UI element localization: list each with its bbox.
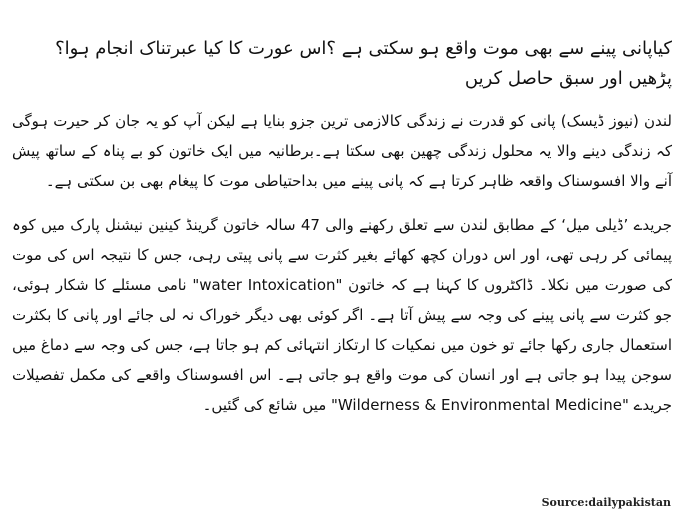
article-paragraph-details: جریدے ’ڈیلی میل‘ کے مطابق لندن سے تعلق رکھنے والی 47 سالہ خاتون گرینڈ کینین نیشنل پارک میں کوہ پیمائی کر رہی تھی، اور اس دوران کچھ کھائے بغیر کثرت سے پانی پیتی رہی، جس کا نتیجہ اس کی موت کی صورت میں نکلا۔ ڈاکٹروں کا کہنا ہے کہ خاتون "water Intoxication" نامی مسئلے کا شکار ہوئی، جو کثرت سے پانی پینے کی وجہ سے پیش آتا ہے۔ اگر کوئی بھی دیگر خوراک نہ لی جائے اور پانی کا بکثرت استعمال جاری رکھا جائے تو خون میں نمکیات کا ارتکاز انتہائی کم ہو جاتا ہے، جس کی وجہ سے دماغ میں سوجن پیدا ہو جاتی ہے اور انسان کی موت واقع ہو جاتی ہے۔ اس افسوسناک واقعے کی مکمل تفصیلات جریدے "Wilderness & Environmental Medicine" میں شائع کی گئیں۔ (12, 216, 672, 414)
article-paragraph-intro: لندن (نیوز ڈیسک) پانی کو قدرت نے زندگی کالازمی ترین جزو بنایا ہے لیکن آپ کو یہ جان کر حیرت ہوگی کہ زندگی دینے والا یہ محلول زندگی چھین بھی سکتا ہے۔برطانیہ میں ایک خاتون کو بے پناہ کے ساتھ پیش آنے والا افسوسناک واقعہ ظاہر کرتا ہے کہ پانی پینے میں بداحتیاطی موت کا پیغام بھی بن سکتی ہے۔ (12, 112, 672, 190)
source-credit: Source:dailypakistan (541, 496, 671, 509)
article (12, 0, 672, 420)
article-headline: کیاپانی پینے سے بھی موت واقع ہو سکتی ہے ؟اس عورت کا کیا عبرتناک انجام ہوا؟ پڑھیں اور سبق حاصل کریں (55, 38, 672, 89)
